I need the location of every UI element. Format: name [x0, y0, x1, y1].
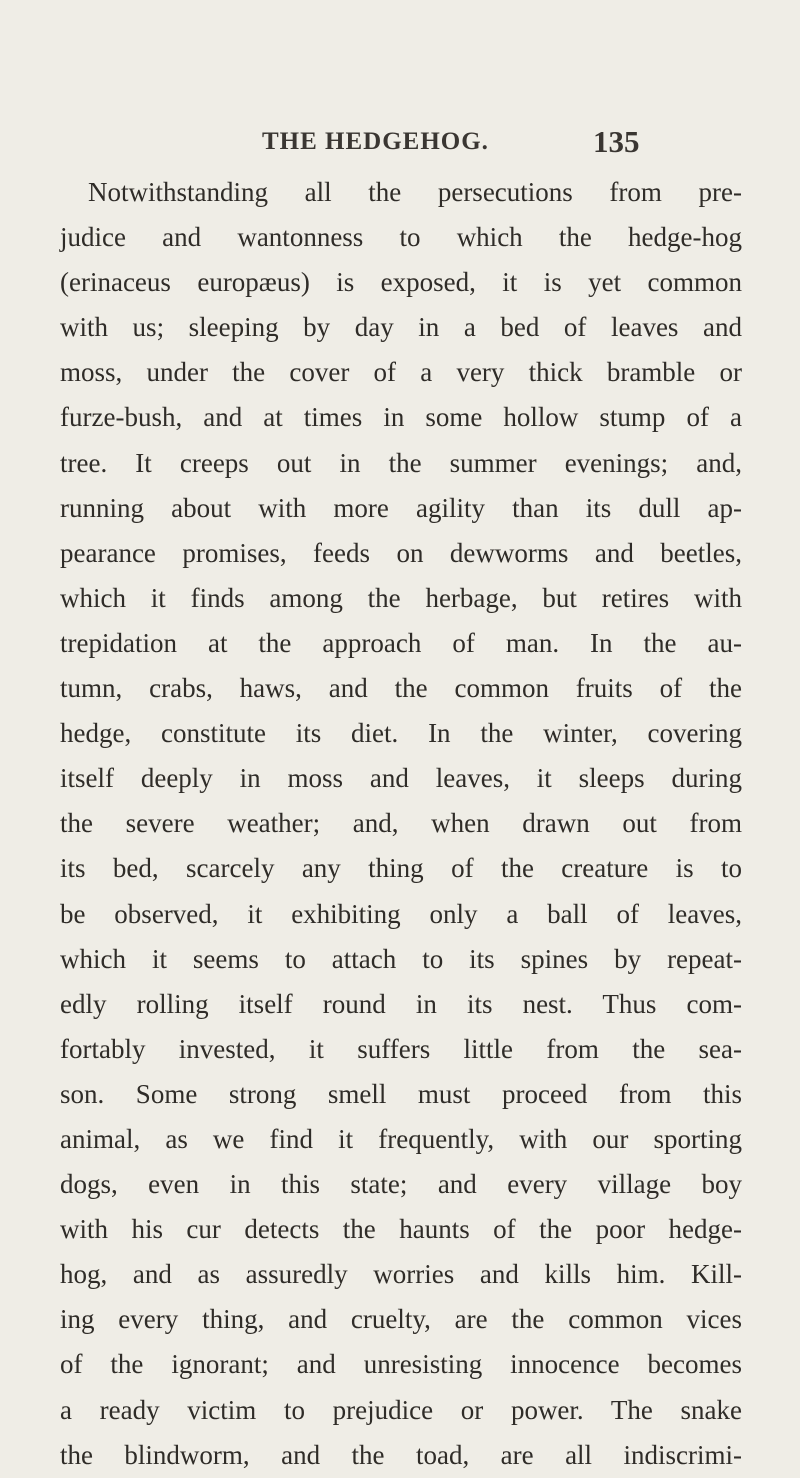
text-line: moss, under the cover of a very thick bramble or: [60, 357, 742, 388]
running-title: THE HEDGEHOG.: [262, 128, 489, 155]
text-line: which it finds among the herbage, but retires with: [60, 582, 742, 613]
text-line: pearance promises, feeds on dewworms and beetles,: [60, 537, 742, 568]
text-line: the blindworm, and the toad, are all indiscrimi-: [60, 1439, 742, 1470]
text-line: animal, as we find it frequently, with our sporting: [60, 1123, 742, 1154]
text-line: hedge, constitute its diet. In the winter, covering: [60, 718, 742, 749]
page-number: 135: [593, 124, 640, 159]
text-line: furze-bush, and at times in some hollow stump of a: [60, 402, 742, 433]
text-line: (erinaceus europæus) is exposed, it is yet common: [60, 267, 742, 298]
text-line: fortably invested, it suffers little from the sea-: [60, 1033, 742, 1064]
text-line: son. Some strong smell must proceed from this: [60, 1078, 742, 1109]
text-line: judice and wantonness to which the hedge-hog: [60, 222, 742, 253]
text-line: hog, and as assuredly worries and kills him. Kill-: [60, 1259, 742, 1290]
text-line: tumn, crabs, haws, and the common fruits of the: [60, 673, 742, 704]
text-line: tree. It creeps out in the summer evenings; and,: [60, 447, 742, 478]
text-line: be observed, it exhibiting only a ball of leaves,: [60, 898, 742, 929]
body-text: [60, 170, 742, 1478]
text-line: the severe weather; and, when drawn out from: [60, 808, 742, 839]
running-head: [0, 124, 800, 168]
text-line: a ready victim to prejudice or power. The snake: [60, 1394, 742, 1425]
text-line: of the ignorant; and unresisting innocence becomes: [60, 1349, 742, 1380]
text-line: itself deeply in moss and leaves, it sleeps during: [60, 763, 742, 794]
text-line: dogs, even in this state; and every village boy: [60, 1169, 742, 1200]
text-line: Notwithstanding all the persecutions from pre-: [88, 177, 742, 207]
text-line: ing every thing, and cruelty, are the common vices: [60, 1304, 742, 1335]
text-line: edly rolling itself round in its nest. Thus com-: [60, 988, 742, 1019]
text-line: trepidation at the approach of man. In the au-: [60, 627, 742, 658]
text-line: running about with more agility than its dull ap-: [60, 492, 742, 523]
text-line: with his cur detects the haunts of the poor hedge-: [60, 1214, 742, 1245]
text-line: with us; sleeping by day in a bed of leaves and: [60, 312, 742, 343]
text-line: which it seems to attach to its spines by repeat-: [60, 943, 742, 974]
text-line: its bed, scarcely any thing of the creature is to: [60, 853, 742, 884]
